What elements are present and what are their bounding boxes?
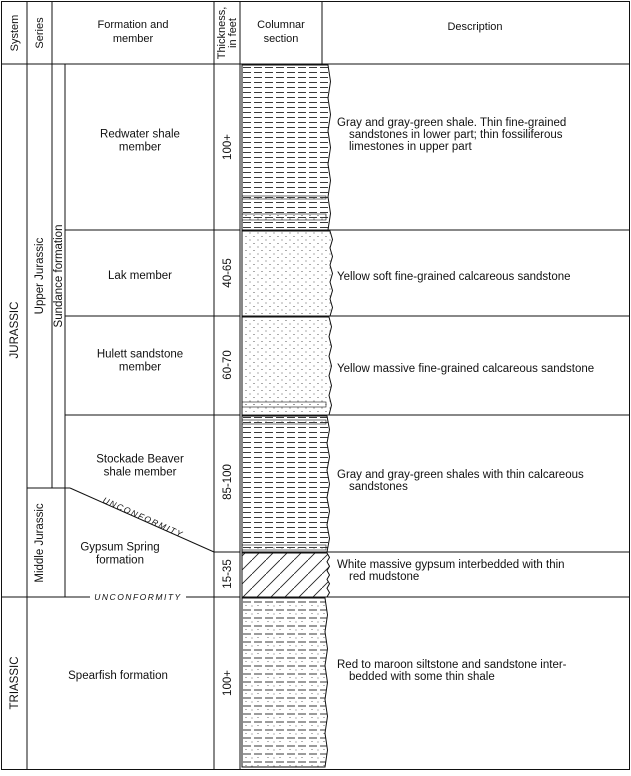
header-thickness-line1: Thickness, xyxy=(216,6,228,60)
unconformity-label-lower: UNCONFORMITY xyxy=(94,592,182,602)
unit-name: member xyxy=(118,141,162,154)
unit-name: formation xyxy=(96,554,144,567)
lithology-shale-block xyxy=(242,416,330,552)
unit-description: Yellow massive fine-grained calcareous sandstone xyxy=(337,363,595,375)
header-series: Series xyxy=(34,17,46,49)
header-formation-line2: member xyxy=(112,33,154,45)
lithology-siltstone-block xyxy=(242,598,328,767)
unit-name: Gypsum Spring xyxy=(80,541,160,554)
unit-thickness: 85-100 xyxy=(222,464,234,500)
unit-description: Gray and gray-green shales with thin calcareous xyxy=(337,469,584,481)
sandstone-bed xyxy=(242,196,326,199)
unit-description: limestones in upper part xyxy=(349,141,472,153)
system-jurassic: JURASSIC xyxy=(9,301,21,359)
unit-thickness: 100+ xyxy=(222,134,234,160)
unit-thickness: 40-65 xyxy=(222,258,234,288)
series-middle-jurassic: Middle Jurassic xyxy=(34,503,46,583)
unit-thickness: 60-70 xyxy=(222,350,234,380)
formation-group-sundance: Sundance formation xyxy=(53,224,65,328)
lithology-gypsum-block xyxy=(242,553,330,597)
header-description: Description xyxy=(447,21,503,33)
unit-thickness: 15-35 xyxy=(222,559,234,589)
header-formation-line1: Formation and xyxy=(97,19,169,31)
sandstone-bed xyxy=(242,214,326,220)
sandstone-bed xyxy=(242,545,326,550)
unit-name: Spearfish formation xyxy=(68,670,168,682)
unit-name: shale member xyxy=(103,466,177,479)
header-columnar-line2: section xyxy=(263,33,299,45)
unit-name: member xyxy=(118,361,162,374)
sandstone-bed xyxy=(242,402,326,407)
unit-description: White massive gypsum interbedded with thin xyxy=(337,559,565,571)
unit-description: Gray and gray-green shale. Thin fine-grained xyxy=(337,117,567,129)
unit-name: Stockade Beaver xyxy=(96,453,184,466)
unit-name: Lak member xyxy=(108,270,172,282)
unit-description: bedded with some thin shale xyxy=(349,671,495,683)
lithology-shale-block xyxy=(242,65,331,230)
header-columnar-line1: Columnar xyxy=(257,19,305,31)
sandstone-bed xyxy=(242,420,326,424)
series-upper-jurassic: Upper Jurassic xyxy=(34,237,46,315)
columnar-section xyxy=(242,65,333,767)
lithology-sandstone-block xyxy=(242,231,333,316)
unconformity-label-upper: UNCONFORMITY xyxy=(101,494,186,540)
unit-description: Yellow soft fine-grained calcareous sandstone xyxy=(337,271,571,283)
vertical-labels xyxy=(9,225,65,710)
unit-name: Redwater shale xyxy=(100,128,180,141)
lithology-sandstone-block xyxy=(242,317,332,415)
unit-description: red mudstone xyxy=(349,571,420,583)
unit-description: sandstones in lower part; thin fossiliferous xyxy=(349,129,563,141)
header-system: System xyxy=(9,14,21,52)
header-row xyxy=(9,7,503,60)
header-thickness-line2: in feet xyxy=(227,18,239,48)
unit-thickness: 100+ xyxy=(222,670,234,696)
unit-description: Red to maroon siltstone and sandstone inter- xyxy=(337,659,567,671)
unit-name: Hulett sandstone xyxy=(96,348,184,361)
system-triassic: TRIASSIC xyxy=(9,656,21,710)
unit-description: sandstones xyxy=(349,481,408,493)
